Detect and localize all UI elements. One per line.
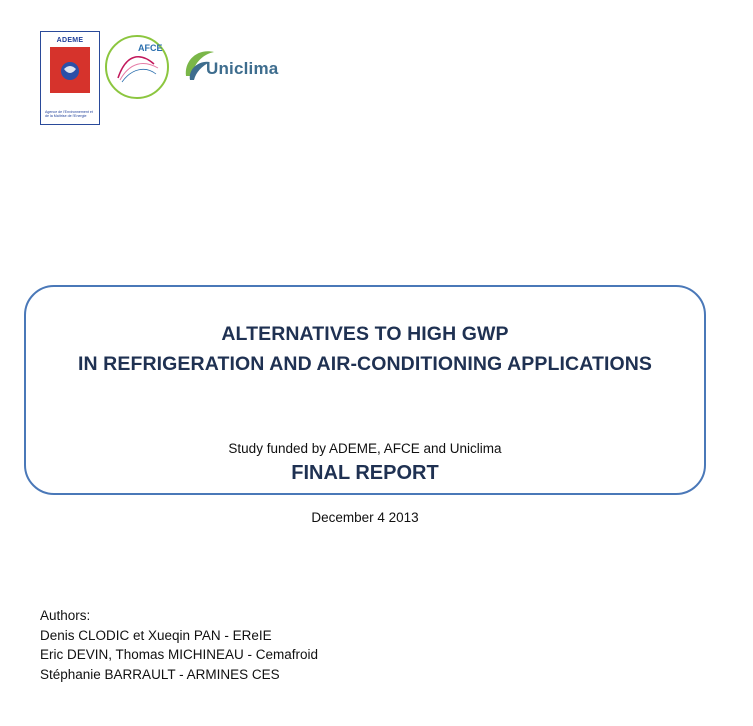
ademe-logo-caption: Agence de l'Environnement et de la Maîtrise de l'Energie (45, 110, 93, 119)
ademe-emblem-icon (50, 47, 90, 93)
author-line: Eric DEVIN, Thomas MICHINEAU - Cemafroid (40, 647, 319, 662)
title-box (24, 285, 706, 495)
report-title-line-2: IN REFRIGERATION AND AIR-CONDITIONING APPLICATIONS (77, 353, 653, 375)
report-date: December 4 2013 (311, 510, 419, 525)
report-type-heading: FINAL REPORT (291, 462, 439, 484)
report-title-line-1: ALTERNATIVES TO HIGH GWP (221, 323, 509, 345)
afce-logo-wordmark: AFCE (138, 43, 163, 53)
authors-heading: Authors: (40, 608, 91, 623)
funding-statement: Study funded by ADEME, AFCE and Uniclima (228, 441, 502, 456)
ademe-logo (40, 31, 100, 125)
author-line: Denis CLODIC et Xueqin PAN - EReIE (40, 627, 272, 643)
authors-block (40, 606, 318, 684)
ademe-logo-wordmark: ADEME (56, 37, 84, 44)
uniclima-logo-wordmark: Uniclima (206, 59, 279, 78)
author-line: Stéphanie BARRAULT - ARMINES CES (40, 666, 280, 682)
